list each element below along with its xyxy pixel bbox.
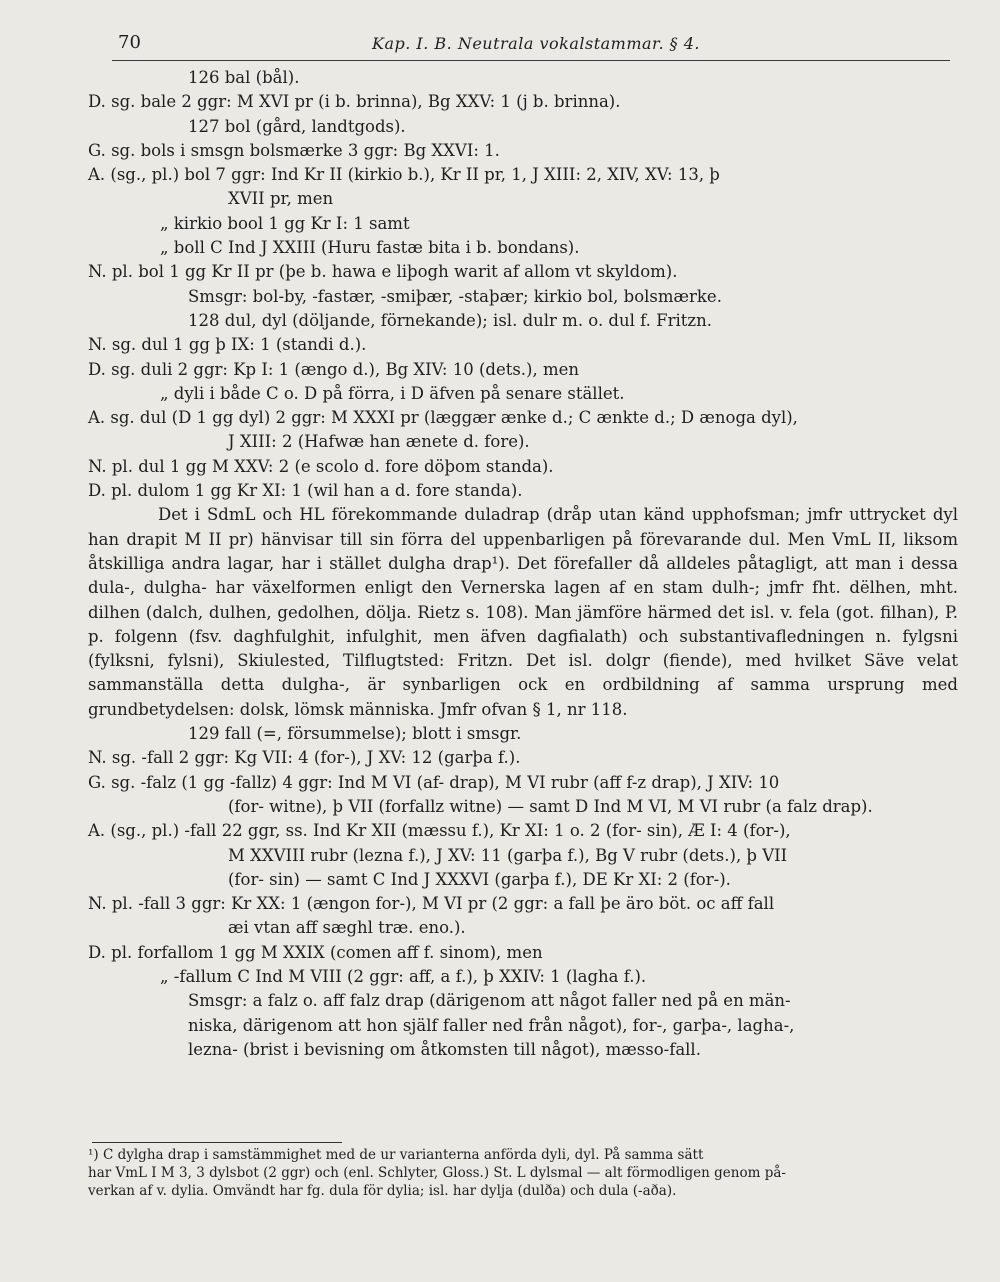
text-line: N. pl. bol 1 gg Kr II pr (þe b. hawa e liþogh warit af allom vt skyldom). — [88, 262, 678, 282]
text-line: 126 bal (bål). — [188, 68, 300, 87]
text-line: „ boll C Ind J XXIII (Huru fastæ bita i b. bondans). — [160, 238, 580, 258]
text-line: G. sg. -falz (1 gg -fallz) 4 ggr: Ind M VI (af- drap), M VI rubr (aff f-z drap), J XIV: 10 — [88, 772, 780, 792]
text-line: A. sg. dul (D 1 gg dyl) 2 ggr: M XXXI pr (læggær ænke d.; C ænkte d.; D ænoga dyl), — [88, 408, 798, 428]
text-line: Smsgr: a falz o. aff falz drap (därigenom att något faller ned på en män- — [188, 991, 791, 1011]
text-line: N. sg. -fall 2 ggr: Kg VII: 4 (for-), J XV: 12 (garþa f.). — [88, 748, 521, 768]
text-line: „ dyli i både C o. D på förra, i D äfven på senare stället. — [160, 383, 625, 403]
text-line: D. pl. forfallom 1 gg M XXIX (comen aff f. sinom), men — [88, 942, 543, 962]
text-line: G. sg. bols i smsgn bolsmærke 3 ggr: Bg XXVI: 1. — [88, 140, 500, 160]
text-line: A. (sg., pl.) -fall 22 ggr, ss. Ind Kr XII (mæssu f.), Kr XI: 1 o. 2 (for- sin), Æ I: 4 (for-), — [88, 821, 791, 841]
text-line: N. pl. -fall 3 ggr: Kr XX: 1 (ængon for-), M VI pr (2 ggr: a fall þe äro böt. oc aff fall — [88, 894, 775, 914]
text-line: XVII pr, men — [228, 189, 334, 209]
page-body — [88, 66, 958, 1062]
text-line: niska, därigenom att hon själf faller ned från något), for-, garþa-, lagha-, — [188, 1015, 795, 1035]
footnotes — [88, 1146, 958, 1200]
page-number: 70 — [118, 32, 141, 53]
running-title: Kap. I. B. Neutrala vokalstammar. § 4. — [372, 34, 700, 53]
footnote-line: verkan af v. dylia. Omvändt har fg. dula för dylia; isl. har dylja (dulða) och dula (-aða). — [88, 1183, 677, 1199]
page-header — [112, 30, 950, 61]
entry-129 — [88, 722, 958, 1062]
text-line: A. (sg., pl.) bol 7 ggr: Ind Kr II (kirkio b.), Kr II pr, 1, J XIII: 2, XIV, XV: 13, þ — [88, 165, 720, 185]
text-line: „ kirkio bool 1 gg Kr I: 1 samt — [160, 213, 410, 233]
text-line: 129 fall (=, försummelse); blott i smsgr. — [188, 724, 522, 744]
text-line: N. pl. dul 1 gg M XXV: 2 (e scolo d. fore döþom standa). — [88, 456, 554, 476]
etymology-paragraph: Det i SdmL och HL förekommande duladrap (dråp utan känd upphofsman; jmfr uttrycket dyl han drapit M II pr) hänvisar till sin förra del uppenbarligen på förevarande dul. Men VmL II, liksom åtskilliga andra lagar, har i stället dulgha drap¹). Det förefaller då alldeles påtagligt, att man i dessa dula-, dulgha- har växelformen enligt den Vernerska lagen af en stam dulh-; jmfr fht. dëlhen, mht. dilhen (dalch, dulhen, gedolhen, dölja. Rietz s. 108). Man jämföre härmed det isl. v. fela (got. filhan), P. p. folgenn (fsv. daghfulghit, infulghit, men äfven dagfialath) och substantivafledningen n. fylgsni (fylksni, fylsni), Skiulested, Tilflugtsted: Fritzn. Det isl. dolgr (fiende), med hvilket Säve velat sammanställa detta dulgha-, är synbarligen ock en ordbildning af samma ursprung med grundbetydelsen: dolsk, lömsk människa. Jmfr ofvan § 1, nr 118. — [88, 505, 958, 719]
text-line: „ -fallum C Ind M VIII (2 ggr: aff, a f.), þ XXIV: 1 (lagha f.). — [160, 966, 647, 986]
text-line: N. sg. dul 1 gg þ IX: 1 (standi d.). — [88, 335, 367, 355]
text-line: J XIII: 2 (Hafwæ han ænete d. fore). — [228, 432, 530, 452]
text-line: æi vtan aff sæghl træ. eno.). — [228, 918, 466, 938]
footnote-divider — [92, 1142, 342, 1143]
text-line: (for- sin) — samt C Ind J XXXVI (garþa f.), DE Kr XI: 2 (for-). — [228, 869, 731, 889]
text-line: M XXVIII rubr (lezna f.), J XV: 11 (garþa f.), Bg V rubr (dets.), þ VII — [228, 845, 788, 865]
text-line: (for- witne), þ VII (forfallz witne) — samt D Ind M VI, M VI rubr (a falz drap). — [228, 796, 873, 816]
text-line: 128 dul, dyl (döljande, förnekande); isl. dulr m. o. dul f. Fritzn. — [188, 310, 712, 330]
footnote-line: ¹) C dylgha drap i samstämmighet med de ur varianterna anförda dyli, dyl. På samma sätt — [88, 1147, 704, 1163]
text-line: D. pl. dulom 1 gg Kr XI: 1 (wil han a d. fore standa). — [88, 481, 523, 501]
entries-126-128 — [88, 66, 958, 503]
text-line: lezna- (brist i bevisning om åtkomsten till något), mæsso-fall. — [188, 1039, 701, 1059]
text-line: Smsgr: bol-by, -fastær, -smiþær, -staþær; kirkio bol, bolsmærke. — [188, 286, 722, 306]
text-line: D. sg. duli 2 ggr: Kp I: 1 (ængo d.), Bg XIV: 10 (dets.), men — [88, 359, 580, 379]
text-line: D. sg. bale 2 ggr: M XVI pr (i b. brinna), Bg XXV: 1 (j b. brinna). — [88, 92, 621, 112]
text-line: 127 bol (gård, landtgods). — [188, 116, 406, 136]
footnote-line: har VmL I M 3, 3 dylsbot (2 ggr) och (enl. Schlyter, Gloss.) St. L dylsmal — alt förmodligen genom på- — [88, 1165, 786, 1181]
